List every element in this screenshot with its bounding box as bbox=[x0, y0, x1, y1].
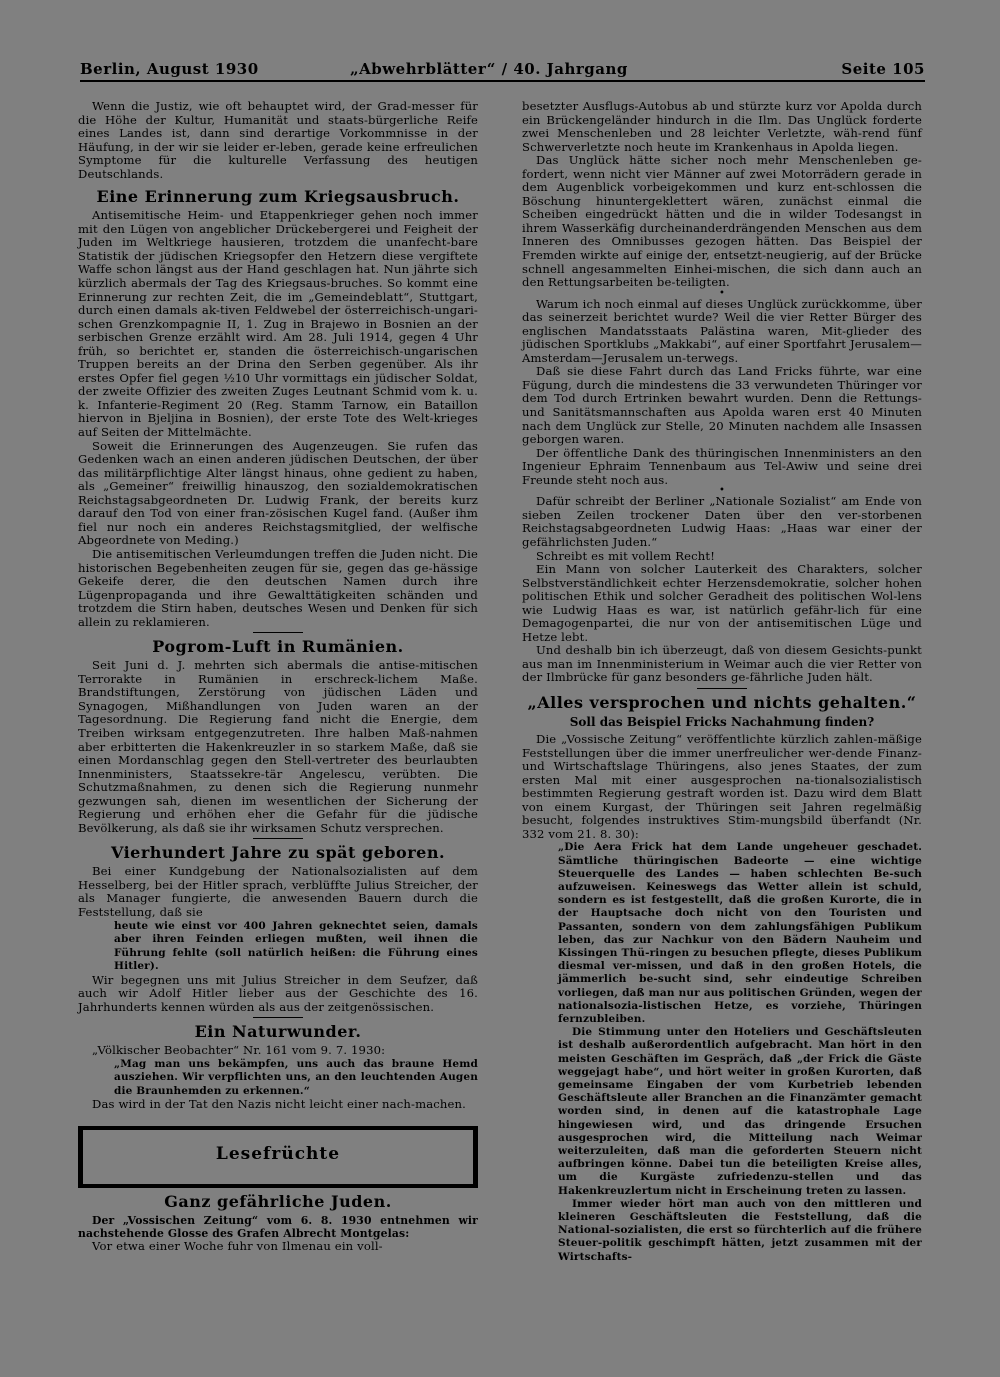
paragraph: Daß sie diese Fahrt durch das Land Fricks führte, war eine Fügung, durch die mindestens die 33 verwundeten Thüringer vor dem Tod durch Ertrinken bewahrt wurden. Denn die Rettungs- und Sanitätsmannschaften aus Apolda waren erst 40 Minuten nach dem Unglück zur Stelle, 20 Minuten nachdem alle Insassen geborgen waren. bbox=[522, 364, 922, 447]
heading-vierhundert-jahre: Vierhundert Jahre zu spät geboren. bbox=[110, 843, 446, 863]
paragraph: Schreibt es mit vollem Recht! bbox=[536, 548, 716, 563]
quote: Immer wieder hört man auch von den mittleren und kleineren Geschäftsleuten die Feststellung, daß die National-sozialisten, die erst so fürchterlich auf die frühere Steuer-politik geschimpft hätten, jetzt zusammen mit der Wirtschafts- bbox=[558, 1197, 922, 1263]
paragraph: Das Unglück hätte sicher noch mehr Menschenleben ge-fordert, wenn nicht vier Männer auf zwei Motorrädern gerade in dem Augenblick vorbeigekommen und kurz ent-schlossen die Böschung hinuntergeklettert wären, zunächst einmal die Scheiben eingedrückt hätten und die in wilder Todesangst in ihrem Wasserkäfig durcheinanderdrängenden Menschen aus dem Inneren des Omnibusses gezogen hätten. Das Beispiel der Fremden wirkte auf einige der, entsetzt-neugierig, auf der Brücke schnell angesammelten Einhei-mischen, die sich dann auch an den Rettungsarbeiten be-teiligten. bbox=[522, 153, 922, 290]
quote: „Die Aera Frick hat dem Lande ungeheuer geschadet. Sämtliche thüringischen Badeorte — eine wichtige Steuerquelle des Landes — haben schlechten Be-such aufzuweisen. Keineswegs das Wetter allein ist schuld, sondern es ist festgestellt, daß die großen Kurorte, die in der Hauptsache doch nicht von den Touristen und Passanten, sondern von dem zahlungsfähigen Publikum leben, das zur Nachkur von den Bädern Nauheim und Kissingen Thü-ringen zu besuchen pflegte, dieses Publikum diesmal ver-missen, und daß in den großen Hotels, die jämmerlich be-sucht sind, sehr eindeutige Schreiben vorliegen, daß man nur aus politischen Gründen, wegen der nationalsozia-listischen Hetze, es vorziehe, Thüringen fernzubleiben. bbox=[558, 841, 922, 1025]
paragraph: Der öffentliche Dank des thüringischen Innenministers an den Ingenieur Ephraim Tennenbaum aus Tel-Awiw und seine drei Freunde steht noch aus. bbox=[522, 445, 922, 487]
subheading-fricks: Soll das Beispiel Fricks Nachahmung finden? bbox=[569, 714, 875, 729]
divider bbox=[253, 632, 303, 633]
header-page-number: Seite 105 bbox=[841, 60, 925, 78]
quote: Die Stimmung unter den Hoteliers und Geschäftsleuten ist deshalb außerordentlich aufgebracht. Man hört in den meisten Geschäften im Gespräch, daß „der Frick die Gäste weggejagt habe“, und hört weiter in großen Kurorten, daß gemeinsame Eingaben der vom Kurbetrieb lebenden Geschäftsleute aller Branchen an die Finanzämter gemacht worden sind, in denen auf die katastrophale Lage hingewiesen wird, und das dringende Ersuchen ausgesprochen wird, die Mitteilung nach Weimar weiterzuleiten, daß man die geforderten Steuern nicht aufbringen könne. Dabei tun die beteiligten Kreise alles, um die Kurgäste zufriedenzu-stellen und das Hakenkreuzlertum nicht in Erscheinung treten zu lassen. bbox=[558, 1026, 922, 1197]
paragraph: Und deshalb bin ich überzeugt, daß von diesem Gesichts-punkt aus man im Innenministerium in Weimar auch die vier Retter von der Ilmbrücke für ganz besonders ge-fährliche Juden hält. bbox=[522, 643, 922, 685]
heading-gefaehrliche-juden: Ganz gefährliche Juden. bbox=[164, 1191, 392, 1211]
paragraph: Die „Vossische Zeitung“ veröffentlichte kürzlich zahlen-mäßige Feststellungen über die immer unerfreulicher wer-dende Finanz- und Wirtschaftslage Thüringens, also jenes Staates, der zum ersten Mal mit einer ausgesprochen na-tionalsozialistisch bestimmten Regierung gestraft worden ist. Dazu wird dem Blatt von einem Kurgast, der Thüringen seit Jahren regelmäßig besucht, folgendes instruktives Stim-mungsbild überfandt (Nr. 332 vom 21. 8. 30): bbox=[522, 731, 922, 841]
separator-dot: • bbox=[719, 485, 725, 497]
separator-dot: • bbox=[719, 287, 725, 299]
header-date: Berlin, August 1930 bbox=[80, 60, 259, 78]
paragraph: Warum ich noch einmal auf dieses Unglück zurückkomme, über das seinerzeit berichtet wurde? Weil die vier Retter Bürger des englischen Mandatsstaats Palästina waren, Mit-glieder des jüdischen Sportklubs „Makkabi“, auf einer Sportfahrt Jerusalem—Amsterdam—Jerusalem un-terwegs. bbox=[522, 296, 922, 365]
quote: heute wie einst vor 400 Jahren geknechtet seien, damals aber ihren Feinden erliegen mußten, weil ihnen die Führung fehlte (soll natürlich heißen: die Führung eines Hitler). bbox=[114, 919, 478, 973]
lesefruechte-title: Lesefrüchte bbox=[215, 1143, 341, 1164]
divider bbox=[697, 688, 747, 689]
paragraph: Vor etwa einer Woche fuhr von Ilmenau ein voll- bbox=[92, 1239, 383, 1254]
heading-rumaenien: Pogrom-Luft in Rumänien. bbox=[152, 637, 404, 657]
heading-alles-versprochen: „Alles versprochen und nichts gehalten.“ bbox=[527, 692, 917, 712]
paragraph: „Völkischer Beobachter“ Nr. 161 vom 9. 7. 1930: bbox=[92, 1043, 386, 1058]
quote: „Mag man uns bekämpfen, uns auch das braune Hemd ausziehen. Wir verpflichten uns, an den leuchtenden Augen die Braunhemden zu erkennen.“ bbox=[114, 1057, 478, 1097]
header-publication: „Abwehrblätter“ / 40. Jahrgang bbox=[350, 60, 628, 78]
paragraph: Bei einer Kundgebung der Nationalsozialisten auf dem Hesselberg, bei der Hitler sprach, verblüffte Julius Streicher, der als Manager fungierte, die anwesenden Bauern durch die Feststellung, daß sie bbox=[78, 864, 478, 919]
divider bbox=[253, 1017, 303, 1018]
intro-paragraph: Wenn die Justiz, wie oft behauptet wird, der Grad-messer für die Höhe der Kultur, Humanität und staats-bürgerliche Reife eines Landes ist, dann sind derartige Vorkommnisse in der Häufung, in der wir sie leider er-leben, gerade keine erfreulichen Symptome für die kulturelle Verfassung des heutigen Deutschlands. bbox=[78, 99, 478, 181]
lesefruechte-box bbox=[78, 1126, 478, 1188]
page-header bbox=[80, 60, 925, 82]
heading-naturwunder: Ein Naturwunder. bbox=[194, 1022, 362, 1042]
paragraph: Das wird in der Tat den Nazis nicht leicht einer nach-machen. bbox=[92, 1097, 466, 1112]
paragraph: Der „Vossischen Zeitung“ vom 6. 8. 1930 entnehmen wir nachstehende Glosse des Grafen Albrecht Montgelas: bbox=[78, 1213, 478, 1240]
paragraph: Die antisemitischen Verleumdungen treffen die Juden nicht. Die historischen Begebenheiten zeugen für sie, gegen das ge-hässige Gekeife derer, die den deutschen Namen durch ihre Lügenpropaganda und ihre Gewalttätigkeiten schänden und trotzdem die Stirn haben, deutsches Wesen und Denken für sich allein zu reklamieren. bbox=[78, 546, 478, 629]
header-rule bbox=[80, 80, 925, 82]
heading-kriegsausbruch: Eine Erinnerung zum Kriegsausbruch. bbox=[96, 187, 460, 207]
left-column bbox=[78, 100, 478, 1254]
paragraph: Wir begegnen uns mit Julius Streicher in dem Seufzer, daß auch wir Adolf Hitler lieber aus der Geschichte des 16. Jahrhunderts kennen würden als aus der zeitgenössischen. bbox=[78, 972, 478, 1014]
paragraph: Seit Juni d. J. mehrten sich abermals die antise-mitischen Terrorakte in Rumänien in erschreck-lichem Maße. Brandstiftungen, Zerstörung von jüdischen Läden und Synagogen, Mißhandlungen von Juden waren an der Tagesordnung. Die Regierung fand nicht die Energie, dem Treiben wirksam entgegenzutreten. Ihre halben Maß-nahmen aber erbitterten die Hakenkreuzler in so starkem Maße, daß sie einen Mordanschlag gegen den Stell-vertreter des beurlaubten Innenministers, Staatssekre-tär Angelescu, verübten. Die Schutzmaßnahmen, zu denen sich die Regierung nunmehr gezwungen sah, dienen im wesentlichen der Sicherung der Regierung und erhöhen eher die Gefahr für die jüdische Bevölkerung, als daß sie ihr wirksamen Schutz versprechen. bbox=[78, 658, 478, 835]
paragraph: Ein Mann von solcher Lauterkeit des Charakters, solcher Selbstverständlichkeit echter Herzensdemokratie, solcher hohen politischen Ethik und solcher Geradheit des politischen Wol-lens wie Ludwig Haas es war, ist natürlich gefähr-lich für eine Demagogenpartei, die nur von der antisemitischen Lüge und Hetze lebt. bbox=[522, 562, 922, 644]
divider bbox=[253, 838, 303, 839]
box-rule-top bbox=[78, 1126, 478, 1130]
box-rule-bottom bbox=[78, 1184, 478, 1188]
paragraph: besetzter Ausflugs-Autobus ab und stürzte kurz vor Apolda durch ein Brückengeländer hindurch in die Ilm. Das Unglück forderte zwei Menschenleben und 28 leichter Verletzte, wäh-rend fünf Schwerverletzte noch heute im Krankenhaus in Apolda liegen. bbox=[522, 99, 922, 154]
paragraph: Soweit die Erinnerungen des Augenzeugen. Sie rufen das Gedenken wach an einen anderen jüdischen Deutschen, der über das militärpflichtige Alter längst hinaus, ohne gedient zu haben, als „Gemeiner“ freiwillig hinauszog, den sozialdemokratischen Reichstagsabgeordneten Dr. Ludwig Frank, der bereits kurz darauf den Tod von einer fran-zösischen Kugel fand. (Außer ihm fiel nur noch ein anderes Reichstagsmitglied, der welfische Abgeordnete von Meding.) bbox=[78, 438, 478, 548]
right-column bbox=[522, 100, 922, 1264]
paragraph: Antisemitische Heim- und Etappenkrieger gehen noch immer mit den Lügen von angeblicher Drückebergerei und Feigheit der Juden im Weltkriege hausieren, trotzdem die unanfecht-bare Statistik der jüdischen Kriegsopfer den Hetzern diese vergiftete Waffe schon längst aus der Hand geschlagen hat. Nun jährte sich kürzlich abermals der Tag des Kriegsaus-bruches. So kommt eine Erinnerung zur rechten Zeit, die im „Gemeindeblatt“, Stuttgart, durch einen damals ak-tiven Feldwebel der österreichisch-ungari-schen Grenzkompagnie II, 1. Zug in Brajewo in Bosnien an der serbischen Grenze erzählt wird. Am 28. Juli 1914, gegen 4 Uhr früh, so berichtet er, standen die österreichisch-ungarischen Truppen bereits an der Drina den Serben gegenüber. Als ihr erstes Opfer fiel gegen ½10 Uhr vormittags ein jüdischer Soldat, der zweite Offizier des zweiten Zuges Leutnant Schmid vom k. u. k. Infanterie-Regiment 20 (Reg. Stamm Tarnow, ein Bataillon hiervon in Bjeljina in Bosnien), der erste Tote des Welt-krieges auf Seiten der Mittelmächte. bbox=[78, 208, 478, 440]
paragraph: Dafür schreibt der Berliner „Nationale Sozialist“ am Ende von sieben Zeilen trockener Daten über den ver-storbenen Reichstagsabgeordneten Ludwig Haas: „Haas war einer der gefährlichsten Juden.“ bbox=[522, 494, 922, 549]
